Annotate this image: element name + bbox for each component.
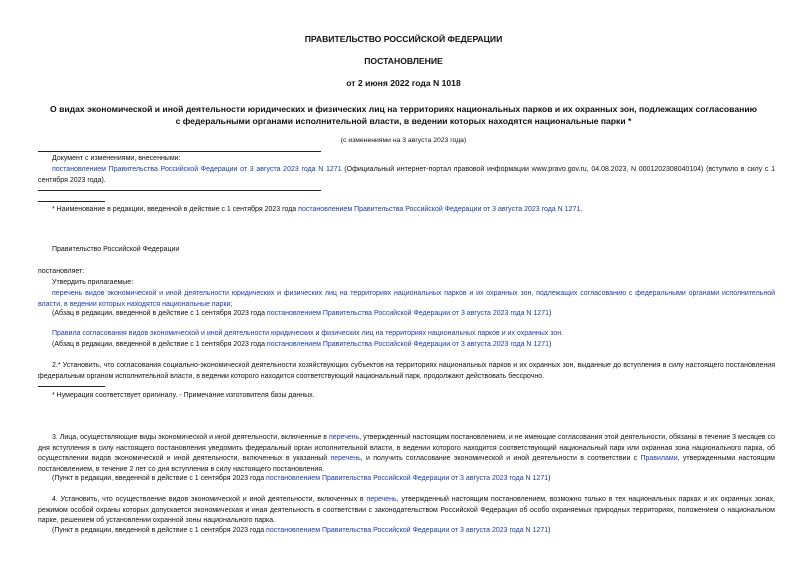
footnote-title (52, 206, 582, 213)
footnote-text: * Наименование в редакции, введенной в действие с 1 сентября 2023 года (52, 206, 299, 213)
decrees-word: постановляет: (38, 268, 85, 275)
rules-link[interactable]: Правила согласования видов экономической и иной деятельности юридических и физических лиц на территориях национальных парков и их охранных зон. (52, 330, 564, 337)
item4-paragraph (38, 495, 775, 527)
issuer: Правительство Российской Федерации (52, 246, 180, 253)
footnote-link[interactable]: постановлением Правительства Российской Федерации от 3 августа 2023 года N 1271 (298, 206, 581, 213)
changes-link[interactable]: постановлением Правительства Российской Федерации от 3 августа 2023 года N 1271 (52, 166, 342, 173)
footnote-separator (38, 201, 105, 202)
item3-text-d: , утвержденными настоящим постановлением, в течение 2 лет со дня вступления в силу настоящего постановления. (38, 455, 775, 473)
item4-text-b: , утвержденный настоящим постановлением, возможно только в тех национальных парках и их охранных зонах, режимом особой охраны которых допускается экономическая и иная деятельность в соответствии с законодательством Российской Федерации об особо охраняемых природных территориях, положением о национальном парке, решением об установлении охранной зоны национального парка. (38, 496, 775, 525)
edit-note-close: ) (548, 475, 551, 482)
item3-rules-link[interactable]: Правилами (640, 455, 678, 463)
edit-note-4 (52, 527, 550, 534)
edit-note-text: (Пункт в редакции, введенной в действие с 1 сентября 2023 года (52, 527, 267, 534)
item1-intro: Утвердить прилагаемые: (52, 279, 134, 286)
doc-title-line2: с федеральными органами исполнительной власти, в ведении которых находятся национальные парки * (175, 116, 632, 126)
edit-note-link[interactable]: постановлением Правительства Российской Федерации от 3 августа 2023 года N 1271 (266, 310, 549, 317)
item2-text: 2.* Установить, что согласования социально-экономической деятельности хозяйствующих субъектов на территориях национальных парков и их охранных зон, выданные до вступления в силу настоящего постановления федеральным органом исполнительной власти, в ведении которого находится соответствующий национальный парк, продолжают действовать бессрочно. (38, 362, 775, 380)
government-heading: ПРАВИТЕЛЬСТВО РОССИЙСКОЙ ФЕДЕРАЦИИ (304, 34, 503, 44)
changes-text (38, 165, 775, 186)
separator-line (38, 151, 321, 152)
edit-note-text: (Абзац в редакции, введенной в действие с 1 сентября 2023 года (52, 341, 267, 348)
item1-rules-link (52, 330, 563, 337)
item3-text-a: 3. Лица, осуществляющие виды экономической и иной деятельности, включенные в (52, 434, 329, 441)
item1-list-link (38, 289, 775, 310)
footnote-separator (38, 386, 105, 387)
doc-title (20, 103, 787, 127)
edit-note-close: ) (549, 310, 552, 317)
edit-note-close: ) (549, 341, 552, 348)
edit-note-close: ) (548, 527, 551, 534)
item2-paragraph (38, 361, 775, 382)
changes-intro: Документ с изменениями, внесенными: (52, 155, 181, 162)
doc-date-number: от 2 июня 2022 года N 1018 (346, 78, 461, 88)
list-link[interactable]: перечень видов экономической и иной деятельности юридических и физических лиц на территориях национальных парков и их охранных зон, подлежащих согласованию с федеральными органами исполнительной власти, в ведении которых находятся национальные парки; (38, 290, 775, 308)
footnote-numbering: * Нумерация соответствует оригиналу. - Примечание изготовителя базы данных. (52, 392, 315, 399)
doc-title-line1: О видах экономической и иной деятельности юридических и физических лиц на территориях национальных парков и их охранных зон, подлежащих согласованию (50, 104, 757, 114)
edit-note-link[interactable]: постановлением Правительства Российской Федерации от 3 августа 2023 года N 1271 (266, 475, 549, 482)
item3-text-b: , утвержденный настоящим постановлением, и не имеющие согласования этой деятельности, обязаны в течение 3 месяцев со дня вступления в силу настоящего постановления уведомить федеральный орган исполнительной власти, в ведении которого находится соответствующий национальный парк или охранная зона национального парка, об осуществлении видов экономической и иной деятельности, включенных в указанный (38, 434, 775, 463)
edit-note-1 (52, 310, 551, 317)
amendment-note: (с изменениями на 3 августа 2023 года) (340, 137, 467, 144)
item3-text-c: , и получить согласование экономической и иной деятельности в соответствии с (360, 455, 641, 463)
edit-note-text: (Пункт в редакции, введенной в действие с 1 сентября 2023 года (52, 475, 267, 482)
item3-list-link[interactable]: перечень (328, 434, 360, 441)
item3-list-link-2[interactable]: перечень (330, 455, 361, 463)
item4-list-link[interactable]: перечень (366, 496, 397, 503)
item4-text-a: 4. Установить, что осуществление видов экономической и иной деятельности, включенных в (52, 496, 367, 503)
footnote-end: . (580, 206, 583, 213)
edit-note-3 (52, 475, 550, 482)
changes-tail: (Официальный интернет-портал правовой информации www.pravo.gov.ru, 04.08.2023, N 0001202308040104) (вступило в силу с 1 сентября 2023 года). (38, 166, 775, 184)
separator-line (38, 190, 321, 191)
edit-note-link[interactable]: постановлением Правительства Российской Федерации от 3 августа 2023 года N 1271 (266, 341, 549, 348)
edit-note-text: (Абзац в редакции, введенной в действие с 1 сентября 2023 года (52, 310, 267, 317)
edit-note-2 (52, 341, 551, 348)
edit-note-link[interactable]: постановлением Правительства Российской Федерации от 3 августа 2023 года N 1271 (266, 527, 549, 534)
item3-paragraph (38, 433, 775, 475)
doc-type-heading: ПОСТАНОВЛЕНИЕ (364, 56, 443, 66)
